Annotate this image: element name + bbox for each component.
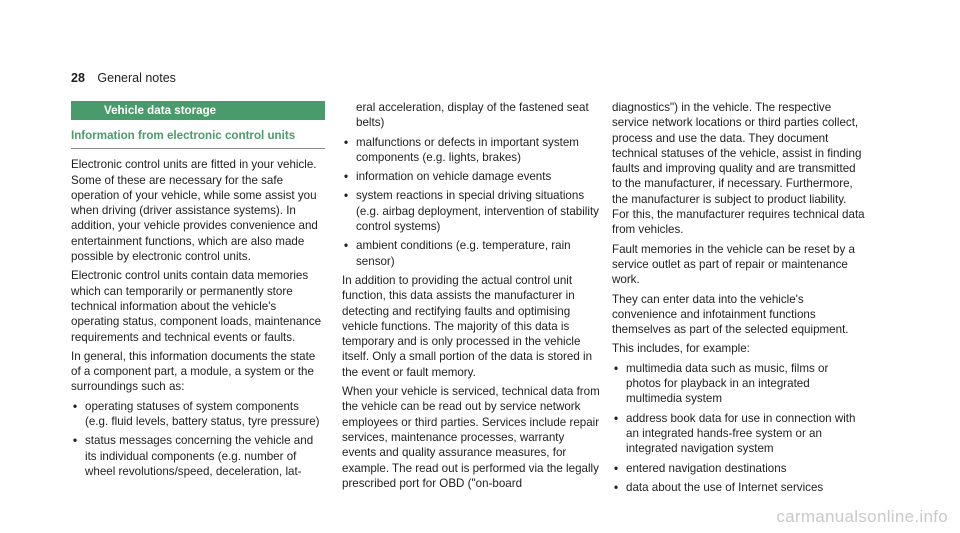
- list-item: • status messages concerning the vehicle and its individual components (e.g. number of wheel revolutions/speed, deceleration, lat-: [71, 433, 325, 479]
- list-item: • multimedia data such as music, films or photos for playback in an integrated multimedia system: [612, 361, 866, 407]
- list-item: • data about the use of Internet services: [612, 480, 866, 495]
- bullet-list: [612, 361, 866, 495]
- paragraph: They can enter data into the vehicle's convenience and infotainment functions themselves as part of the selected equipment.: [612, 292, 849, 337]
- subheading: Information from electronic control units: [71, 128, 325, 149]
- column-1: [71, 101, 325, 483]
- page-header: [71, 69, 176, 87]
- paragraph: This includes, for example:: [612, 342, 750, 356]
- paragraph: Electronic control units contain data memories which can temporarily or permanently store technical information about the vehicle's operating status, component loads, maintenance requirements and technical events or faults.: [71, 269, 322, 344]
- continued-text: eral acceleration, display of the fastened seat belts): [356, 101, 589, 130]
- section-title-bar: Vehicle data storage: [71, 101, 325, 120]
- list-item: • ambient conditions (e.g. temperature, rain sensor): [342, 238, 600, 269]
- paragraph: In addition to providing the actual control unit function, this data assists the manufacturer in detecting and rectifying faults and optimising vehicle functions. The majority of this data is temporary and is only processed in the vehicle itself. Only a small portion of the data is stored in the event or fault memory.: [342, 273, 593, 379]
- chapter-title: General notes: [97, 71, 176, 85]
- paragraph: diagnostics") in the vehicle. The respective service network locations or third parties collect, process and use the data. They document technical statuses of the vehicle, assist in finding faults and improving quality and are transmitted to the manufacturer, if necessary. Furthermore, the manufacturer is subject to product liability. For this, the manufacturer requires technical data from vehicles.: [612, 101, 865, 237]
- watermark: carmanualsonline.info: [776, 507, 948, 526]
- list-item: • system reactions in special driving situations (e.g. airbag deployment, intervention of stability control systems): [342, 188, 600, 234]
- list-item: • entered navigation destinations: [612, 461, 866, 476]
- paragraph: In general, this information documents the state of a component part, a module, a system or the surroundings such as:: [71, 349, 316, 394]
- list-item: • address book data for use in connection with an integrated hands-free system or an integrated navigation system: [612, 411, 866, 457]
- column-3: [612, 100, 866, 499]
- list-item: • operating statuses of system components (e.g. fluid levels, battery status, tyre pressure): [71, 399, 325, 430]
- bullet-list: [342, 135, 600, 269]
- column-2: [342, 100, 600, 495]
- page-number: 28: [71, 71, 85, 85]
- bullet-list: [71, 399, 325, 479]
- paragraph: When your vehicle is serviced, technical data from the vehicle can be read out by service network employees or third parties. Services include repair services, maintenance processes, warranty events and quality assurance measures, for example. The read out is performed via the legally prescribed port for OBD ("on-board: [342, 385, 600, 490]
- list-item: • malfunctions or defects in important system components (e.g. lights, brakes): [342, 135, 600, 166]
- paragraph: Electronic control units are fitted in your vehicle. Some of these are necessary for the safe operation of your vehicle, while some assist you when driving (driver assistance systems). In addition, your vehicle provides convenience and entertainment functions, which are also made possible by electronic control units.: [71, 158, 318, 264]
- paragraph: Fault memories in the vehicle can be reset by a service outlet as part of repair or maintenance work.: [612, 242, 855, 287]
- list-item: • information on vehicle damage events: [342, 169, 600, 184]
